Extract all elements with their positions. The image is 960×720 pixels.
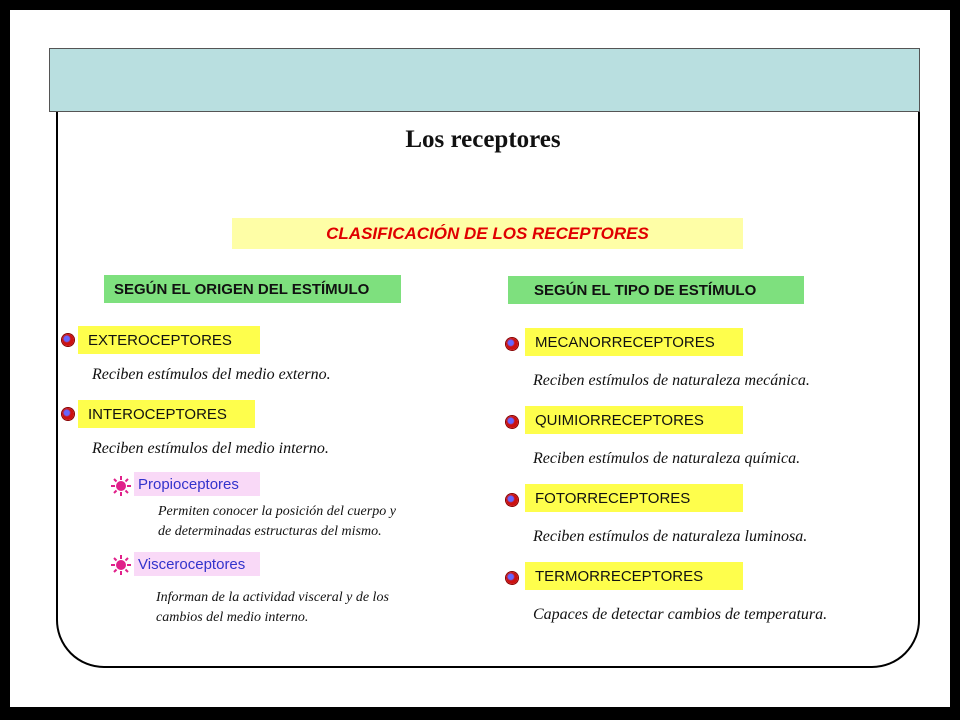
page-title: Los receptores	[405, 126, 561, 153]
visceroceptores-label: Visceroceptores	[134, 552, 260, 576]
visceroceptores-desc-line2: cambios del medio interno.	[156, 610, 309, 625]
header-band	[49, 48, 920, 112]
left-section-heading: SEGÚN EL ORIGEN DEL ESTÍMULO	[104, 275, 401, 303]
red-dot-icon	[506, 572, 518, 584]
interoceptores-desc: Reciben estímulos del medio interno.	[92, 440, 329, 457]
red-dot-icon	[506, 416, 518, 428]
red-dot-icon	[62, 408, 74, 420]
red-dot-icon	[62, 334, 74, 346]
visceroceptores-desc-line1: Informan de la actividad visceral y de los	[156, 590, 389, 605]
exteroceptores-label: EXTEROCEPTORES	[78, 326, 260, 354]
right-section-heading: SEGÚN EL TIPO DE ESTÍMULO	[508, 276, 804, 304]
quimiorreceptores-label: QUIMIORRECEPTORES	[525, 406, 743, 434]
mecanorreceptores-label: MECANORRECEPTORES	[525, 328, 743, 356]
propioceptores-label: Propioceptores	[134, 472, 260, 496]
quimiorreceptores-desc: Reciben estímulos de naturaleza química.	[533, 450, 801, 467]
fotorreceptores-label: FOTORRECEPTORES	[525, 484, 743, 512]
mecanorreceptores-desc: Reciben estímulos de naturaleza mecánica.	[533, 372, 810, 389]
fotorreceptores-desc: Reciben estímulos de naturaleza luminosa.	[533, 528, 808, 545]
termorreceptores-label: TERMORRECEPTORES	[525, 562, 743, 590]
propioceptores-desc-line1: Permiten conocer la posición del cuerpo y	[158, 504, 396, 519]
red-dot-icon	[506, 338, 518, 350]
sun-icon	[110, 475, 132, 497]
interoceptores-label: INTEROCEPTORES	[78, 400, 255, 428]
termorreceptores-desc: Capaces de detectar cambios de temperatura.	[533, 606, 828, 623]
exteroceptores-desc: Reciben estímulos del medio externo.	[92, 366, 331, 383]
classification-heading: CLASIFICACIÓN DE LOS RECEPTORES	[232, 218, 743, 249]
sun-icon	[110, 554, 132, 576]
red-dot-icon	[506, 494, 518, 506]
propioceptores-desc-line2: de determinadas estructuras del mismo.	[158, 524, 382, 539]
